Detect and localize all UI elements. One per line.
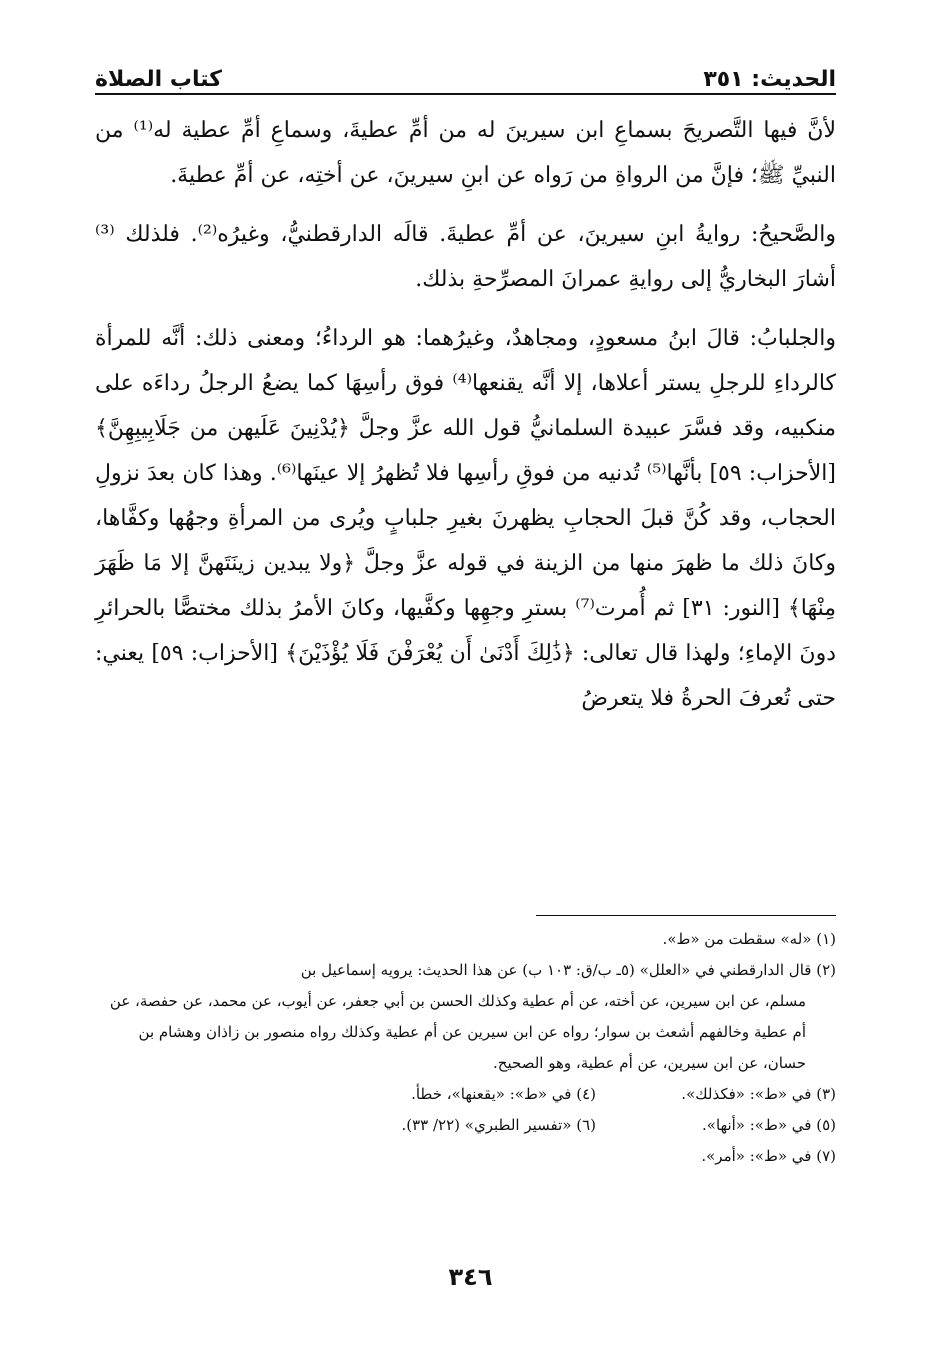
footnote-divider [536, 915, 836, 916]
book-title: كتاب الصلاة [95, 67, 222, 92]
footnote-6: (٦) «تفسير الطبري» (٢٢/ ٣٣). [401, 1116, 596, 1134]
header-divider [95, 93, 836, 95]
paragraph-3: والجلبابُ: قالَ ابنُ مسعودٍ، ومجاهدٌ، وغيرُهما: هو الرداءُ؛ ومعنى ذلك: أنَّه للمرأة كالرداءِ للرجلِ يستر أعلاها، إلا أنَّه يقنعها⁽⁴⁾ فوق رأسِهَا كما يضعُ الرجلُ رداءَه على منكبيه، وقد فسَّرَ عبيدة السلمانيُّ قول الله عزَّ وجلَّ ﴿يُدْنِينَ عَلَيهن من جَلَابِيبِهِنَّ﴾[الأحزاب: ٥٩] بأنَّها⁽⁵⁾ تُدنيه من فوقِ رأسِها فلا تُظهرُ إلا عينَها⁽⁶⁾. وهذا كان بعدَ نزولِ الحجاب، وقد كُنَّ قبلَ الحجابِ يظهرنَ بغيرِ جلبابٍ ويُرى من المرأةِ وجهُها وكفَّاها، وكانَ ذلك ما ظهرَ منها من الزينة في قوله عزَّ وجلَّ ﴿ولا يبدين زينَتَهنَّ إلا مَا ظَهَرَ مِنْهَا﴾ [النور: ٣١] ثم أُمرت⁽⁷⁾ بسترِ وجهِها وكفَّيها، وكانَ الأمرُ بذلك مختصًّا بالحرائرِ دونَ الإماءِ؛ ولهذا قال تعالى: ﴿ذَٰلِكَ أَدْنَىٰ أَن يُعْرَفْنَ فَلَا يُؤْذَيْنَ﴾ [الأحزاب: ٥٩] يعني: حتى تُعرفَ الحرةُ فلا يتعرضُ [95, 326, 837, 711]
paragraph-1: لأنَّ فيها التَّصريحَ بسماعِ ابن سيرينَ له من أمِّ عطيةَ، وسماعِ أمِّ عطية له⁽¹⁾ من النبيِّ ﷺ؛ فإنَّ من الرواةِ من رَواه عن ابنِ سيرينَ، عن أختِه، عن أمِّ عطيةَ. [95, 118, 836, 188]
footnote-3: (٣) في «ط»: «فكذلك». [681, 1085, 836, 1103]
footnotes [95, 924, 836, 1172]
main-text [95, 108, 836, 735]
footnote-2: (٢) قال الدارقطني في «العلل» (٥ـ ب/ق: ١٠٣ ب) عن هذا الحديث: يرويه إسماعيل بن [300, 961, 836, 979]
footnote-5: (٥) في «ط»: «أنها». [702, 1116, 836, 1134]
footnote-4: (٤) في «ط»: «يقعنها»، خطأ. [411, 1085, 596, 1103]
footnote-1: (١) «له» سقطت من «ط». [662, 930, 836, 948]
page-number: ٣٤٦ [448, 1263, 493, 1291]
hadith-reference: الحديث: ٣٥١ [703, 67, 836, 92]
footnote-row-5-6 [95, 1110, 836, 1141]
running-header [95, 52, 836, 92]
footnote-7: (٧) في «ط»: «أمر». [701, 1147, 836, 1165]
footnote-row-3-4 [95, 1079, 836, 1110]
paragraph-2: والصَّحيحُ: روايةُ ابنِ سيرينَ، عن أمِّ عطيةَ. قالَه الدارقطنيُّ، وغيرُه⁽²⁾. فلذلك ⁽³⁾ أشارَ البخاريُّ إلى روايةِ عمرانَ المصرِّحةِ بذلك. [95, 222, 836, 292]
footnote-2-continuation: مسلم، عن ابن سيرين، عن أخته، عن أم عطية وكذلك الحسن بن أبي جعفر، عن أيوب، عن محمد، عن حفصة، عن أم عطية وخالفهم أشعث بن سوار؛ رواه عن ابن سيرين عن أم عطية وكذلك رواه منصور بن زاذان وهشام بن حسان، عن ابن سيرين، عن أم عطية، وهو الصحيح. [109, 992, 806, 1072]
